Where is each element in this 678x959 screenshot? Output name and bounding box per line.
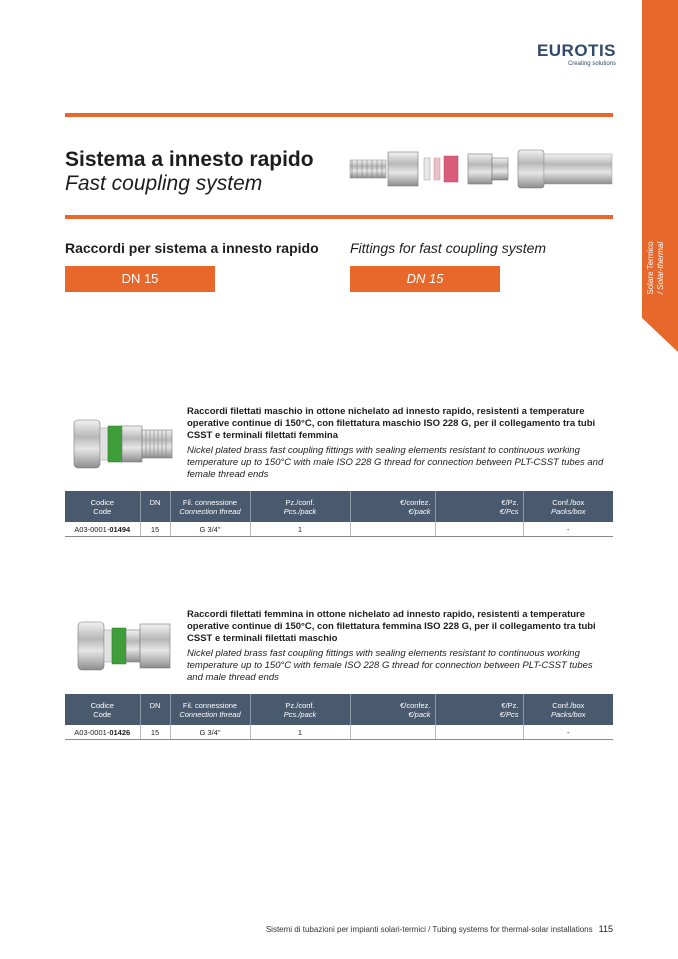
- header-code: [65, 694, 140, 725]
- brand-logo: [528, 42, 616, 72]
- header-code-en: Code: [93, 506, 112, 516]
- header-price-pack: [350, 694, 435, 725]
- product-2-desc-italian: Raccordi filettati femmina in ottone nichelato ad innesto rapido, resistenti a temperature operative continue di 150°C, con filettatura femmina ISO 228 G, per il collegamento tra tubi CSST e terminali filettati maschio: [187, 609, 596, 644]
- cell-pcs: 1: [250, 522, 350, 537]
- cell-price-pcs: [435, 522, 523, 537]
- logo-tagline: Creating solutions: [567, 61, 616, 67]
- cell-box: -: [523, 725, 613, 740]
- header-pcs-en: Pcs./pack: [283, 506, 317, 516]
- product-1-table: [65, 491, 613, 537]
- cell-pcs: 1: [250, 725, 350, 740]
- header-price-pcs-en: €/Pcs: [499, 709, 519, 719]
- header-price-pcs: [435, 694, 523, 725]
- table-row: [65, 522, 613, 537]
- title-english: Fast coupling system: [65, 172, 263, 195]
- header-dn-label: DN: [149, 700, 161, 710]
- code-prefix: A03-0001-: [74, 727, 110, 737]
- header-price-pcs-en: €/Pcs: [499, 506, 519, 516]
- header-price-pack-it: €/confez.: [400, 497, 431, 507]
- dn-label-left: DN 15: [65, 266, 215, 292]
- dn-label-right: DN 15: [350, 266, 500, 292]
- header-box-it: Conf./box: [552, 700, 585, 710]
- header-thread: [170, 491, 250, 522]
- header-box-en: Packs/box: [550, 506, 586, 516]
- subtitle-italian: Raccordi per sistema a innesto rapido: [65, 240, 319, 256]
- table-header-row: [65, 694, 613, 725]
- table-row: [65, 725, 613, 740]
- top-divider: [65, 113, 613, 117]
- product-2-desc-english: Nickel plated brass fast coupling fittings with sealing elements resistant to continuous working temperature up to 150°C with female ISO 228 G thread for connection between PLT-CSST tubes and male thread ends: [187, 648, 593, 683]
- cell-dn: 15: [140, 725, 170, 740]
- cell-dn: 15: [140, 522, 170, 537]
- header-price-pcs-it: €/Pz.: [501, 497, 519, 507]
- header-price-pack: [350, 491, 435, 522]
- code-suffix: 01494: [109, 524, 131, 534]
- cell-price-pack: [350, 522, 435, 537]
- header-pcs: [250, 694, 350, 725]
- product-2-description: [187, 609, 607, 684]
- bottom-divider: [65, 215, 613, 219]
- header-box-it: Conf./box: [552, 497, 585, 507]
- header-pcs-en: Pcs./pack: [283, 709, 317, 719]
- product-2-table: [65, 694, 613, 740]
- code-suffix: 01426: [109, 727, 131, 737]
- header-price-pack-it: €/confez.: [400, 700, 431, 710]
- header-price-pack-en: €/pack: [408, 506, 431, 516]
- product-1-desc-english: Nickel plated brass fast coupling fittings with sealing elements resistant to continuous working temperature up to 150°C with male ISO 228 G thread for connection between PLT-CSST tubes and female thread ends: [187, 445, 604, 480]
- header-box: [523, 694, 613, 725]
- table-header-row: [65, 491, 613, 522]
- subtitle-english: Fittings for fast coupling system: [350, 240, 547, 256]
- page-footer: [150, 924, 613, 934]
- page-number: 115: [598, 924, 613, 934]
- header-box: [523, 491, 613, 522]
- header-code-en: Code: [93, 709, 112, 719]
- header-dn-label: DN: [149, 497, 161, 507]
- product-1-description: [187, 406, 607, 481]
- header-price-pcs-it: €/Pz.: [501, 700, 519, 710]
- header-dn: [140, 491, 170, 522]
- code-prefix: A03-0001-: [74, 524, 110, 534]
- header-dn: [140, 694, 170, 725]
- header-box-en: Packs/box: [550, 709, 586, 719]
- header-pcs: [250, 491, 350, 522]
- header-code: [65, 491, 140, 522]
- side-label-english: / Solar-thermal: [656, 241, 665, 295]
- cell-code: [65, 725, 140, 740]
- header-price-pack-en: €/pack: [408, 709, 431, 719]
- side-section-label: [646, 236, 674, 300]
- cell-price-pack: [350, 725, 435, 740]
- header-pcs-it: Pz./conf.: [285, 700, 315, 710]
- side-label-italian: Solare Termico: [646, 241, 655, 295]
- header-code-it: Codice: [90, 700, 114, 710]
- cell-box: -: [523, 522, 613, 537]
- header-thread-en: Connection thread: [179, 709, 241, 719]
- cell-thread: G 3/4": [170, 522, 250, 537]
- logo-brand: EUROTIS: [536, 41, 616, 60]
- header-thread-en: Connection thread: [179, 506, 241, 516]
- header-thread-it: Fil. connessione: [182, 700, 238, 710]
- fast-coupling-hero-image: [348, 140, 613, 200]
- header-price-pcs: [435, 491, 523, 522]
- title-italian: Sistema a innesto rapido: [65, 148, 314, 171]
- cell-price-pcs: [435, 725, 523, 740]
- female-fitting-image: [70, 612, 180, 682]
- cell-code: [65, 522, 140, 537]
- footer-text: Sistemi di tubazioni per impianti solari-termici / Tubing systems for thermal-solar installations: [265, 925, 593, 934]
- cell-thread: G 3/4": [170, 725, 250, 740]
- header-thread-it: Fil. connessione: [182, 497, 238, 507]
- header-code-it: Codice: [90, 497, 114, 507]
- header-pcs-it: Pz./conf.: [285, 497, 315, 507]
- header-thread: [170, 694, 250, 725]
- page-title: [65, 148, 355, 196]
- product-1-desc-italian: Raccordi filettati maschio in ottone nichelato ad innesto rapido, resistenti a temperature operative continue di 150°C, con filettatura maschio ISO 228 G, per il collegamento tra tubi CSST e terminali filettati femmina: [187, 406, 596, 441]
- male-fitting-image: [70, 410, 180, 480]
